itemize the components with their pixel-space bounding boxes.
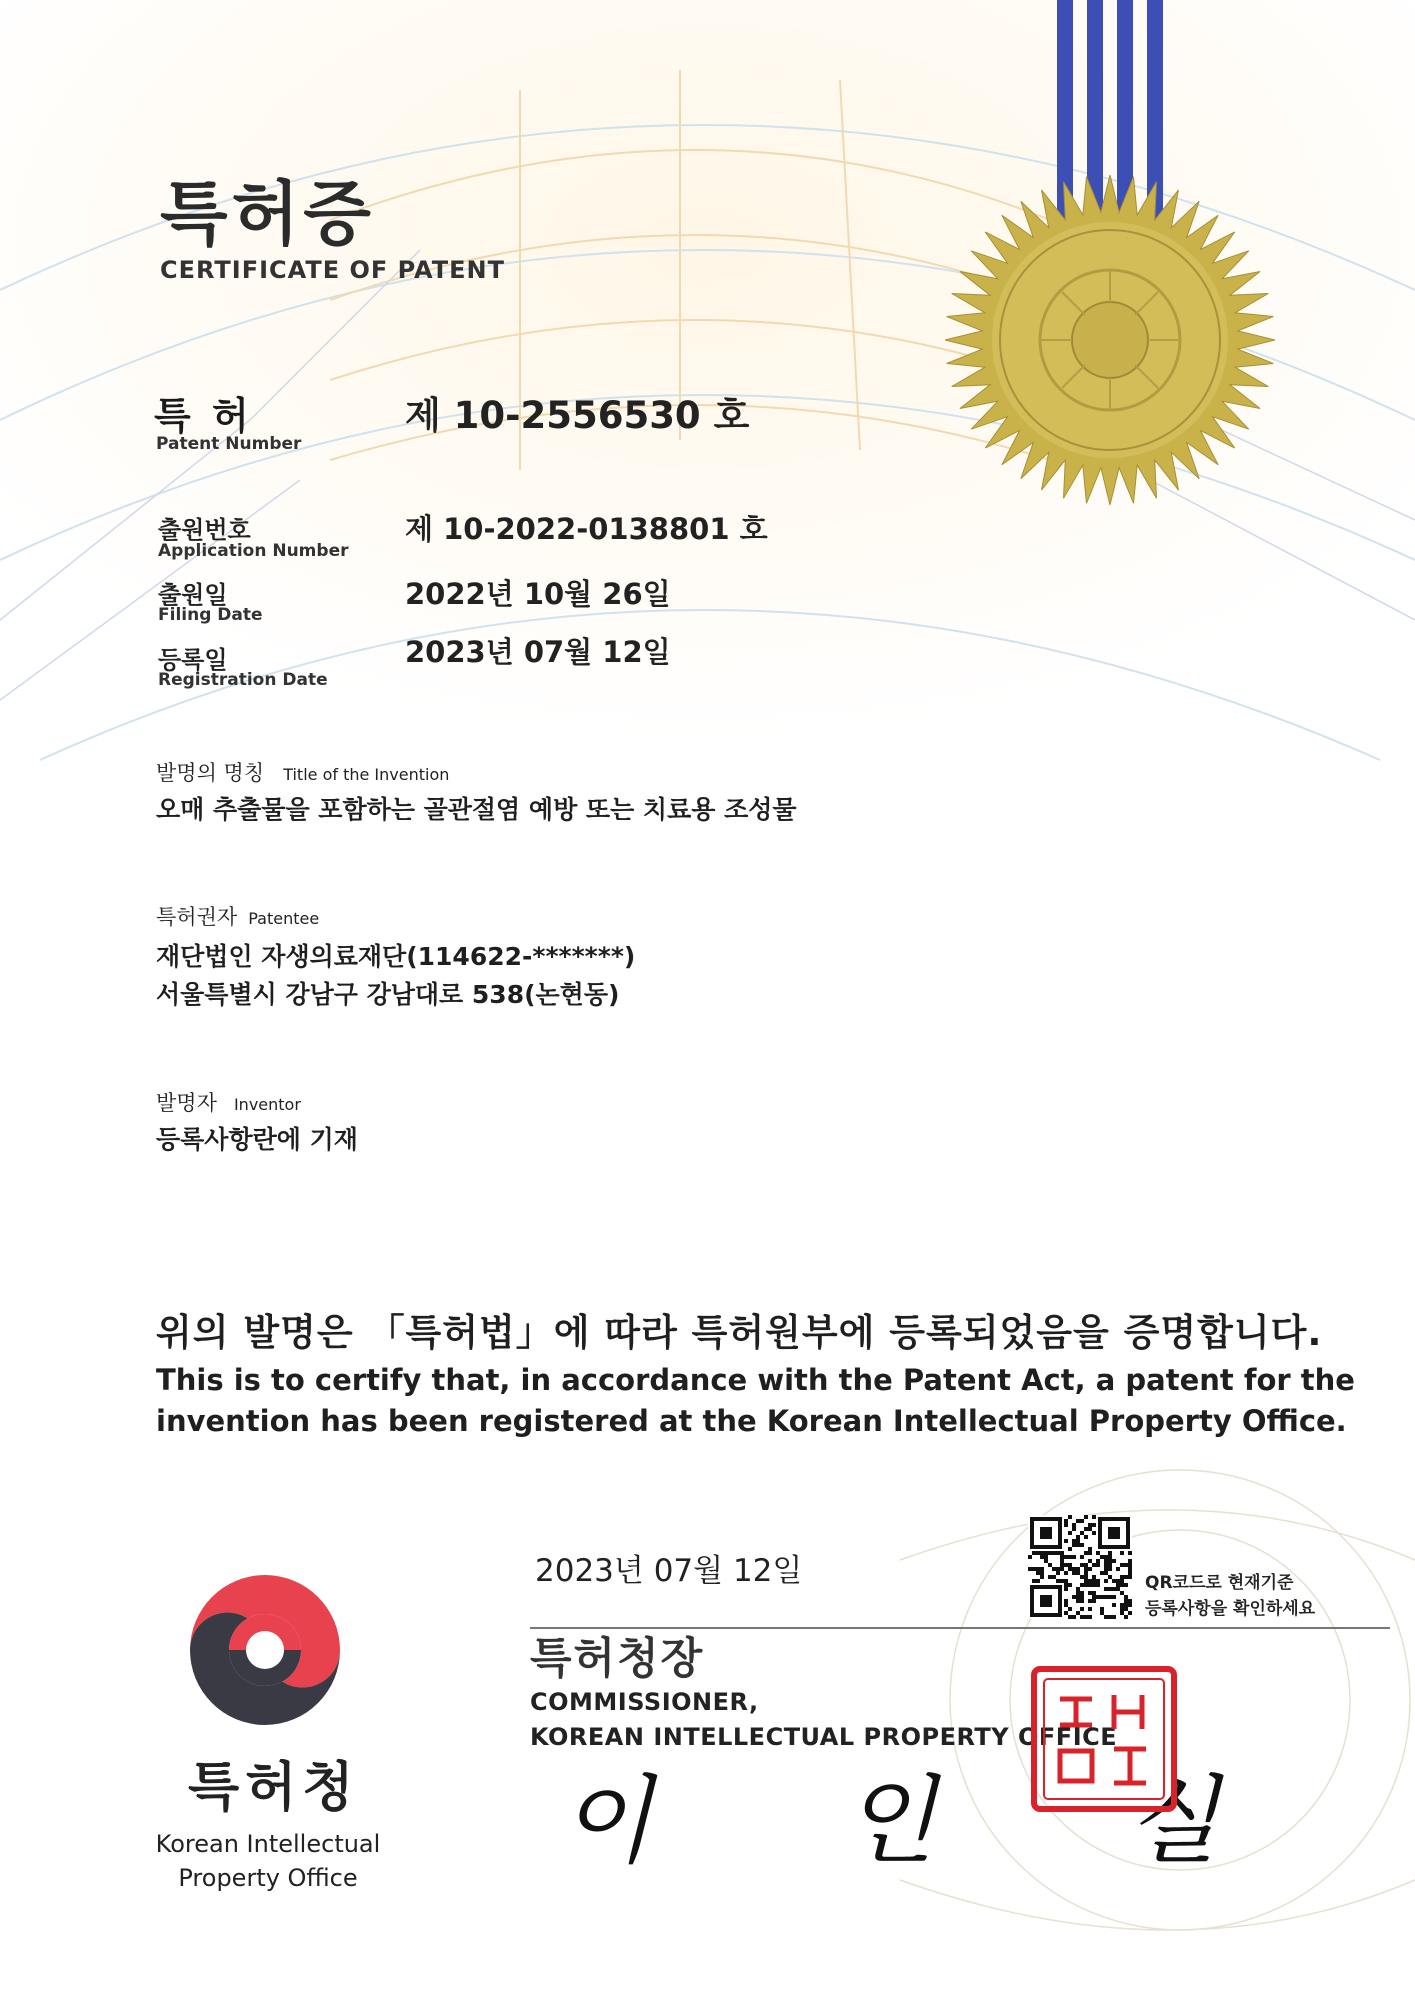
office-name-en-line1: Korean Intellectual bbox=[155, 1830, 381, 1858]
patent-number-value: 제 10-2556530 호 bbox=[405, 394, 750, 437]
patentee-label-ko: 특허권자 bbox=[156, 905, 238, 929]
invention-title: 오매 추출물을 포함하는 골관절염 예방 또는 치료용 조성물 bbox=[156, 795, 797, 824]
commissioner-title-en-line2: KOREAN INTELLECTUAL PROPERTY OFFICE bbox=[530, 1723, 1118, 1751]
commissioner-title-en-line1: COMMISSIONER, bbox=[530, 1688, 759, 1716]
invention-section bbox=[156, 757, 449, 787]
registration-date-label-en: Registration Date bbox=[158, 670, 328, 690]
patentee-name: 재단법인 자생의료재단(114622-*******) bbox=[156, 942, 636, 971]
filing-date-label-en: Filing Date bbox=[158, 605, 263, 625]
patent-number-label-en: Patent Number bbox=[156, 434, 302, 454]
patentee-address: 서울특별시 강남구 강남대로 538(논현동) bbox=[156, 980, 620, 1009]
filing-date-label-ko: 출원일 bbox=[158, 581, 228, 609]
red-stamp-icon bbox=[1030, 1665, 1178, 1813]
office-name-en-line2: Property Office bbox=[178, 1864, 358, 1892]
certificate-title-en: CERTIFICATE OF PATENT bbox=[160, 256, 505, 284]
inventor-label-ko: 발명자 bbox=[156, 1091, 217, 1115]
patentee-section bbox=[156, 901, 319, 931]
office-name-ko: 특허청 bbox=[188, 1757, 360, 1818]
commissioner-signature: 이 인 실 bbox=[560, 1765, 1300, 1877]
qr-instruction-line1: QR코드로 현재기준 bbox=[1145, 1573, 1294, 1593]
qr-instruction-line2: 등록사항을 확인하세요 bbox=[1145, 1599, 1316, 1619]
registration-date-label-ko: 등록일 bbox=[158, 646, 228, 674]
commissioner-title-ko: 특허청장 bbox=[530, 1634, 705, 1684]
certificate-title-ko: 특허증 bbox=[160, 173, 375, 255]
qr-code-icon[interactable] bbox=[1028, 1515, 1132, 1619]
taegeuk-emblem-icon bbox=[180, 1565, 350, 1735]
invention-label-ko: 발명의 명칭 bbox=[156, 761, 265, 785]
inventor-label-en: Inventor bbox=[233, 1095, 301, 1114]
qr-instruction bbox=[1145, 1570, 1315, 1622]
application-number-label-ko: 출원번호 bbox=[158, 516, 251, 544]
certification-text-en-line2: invention has been registered at the Korean Intellectual Property Office. bbox=[156, 1404, 1347, 1438]
application-number-value: 제 10-2022-0138801 호 bbox=[405, 512, 768, 546]
inventor-section bbox=[156, 1087, 301, 1117]
patent-number-label-ko: 특 허 bbox=[154, 394, 253, 438]
inventor-value: 등록사항란에 기재 bbox=[156, 1125, 358, 1154]
invention-label-en: Title of the Invention bbox=[283, 765, 450, 784]
certification-text-ko: 위의 발명은 「특허법」에 따라 특허원부에 등록되었음을 증명합니다. bbox=[156, 1311, 1323, 1354]
patentee-label-en: Patentee bbox=[248, 909, 320, 928]
application-number-label-en: Application Number bbox=[158, 541, 349, 561]
gold-seal-icon bbox=[940, 170, 1280, 510]
issue-date: 2023년 07월 12일 bbox=[535, 1553, 803, 1589]
certification-text-en-line1: This is to certify that, in accordance with the Patent Act, a patent for the bbox=[156, 1363, 1355, 1397]
filing-date-value: 2022년 10월 26일 bbox=[405, 577, 671, 611]
registration-date-value: 2023년 07월 12일 bbox=[405, 635, 671, 669]
